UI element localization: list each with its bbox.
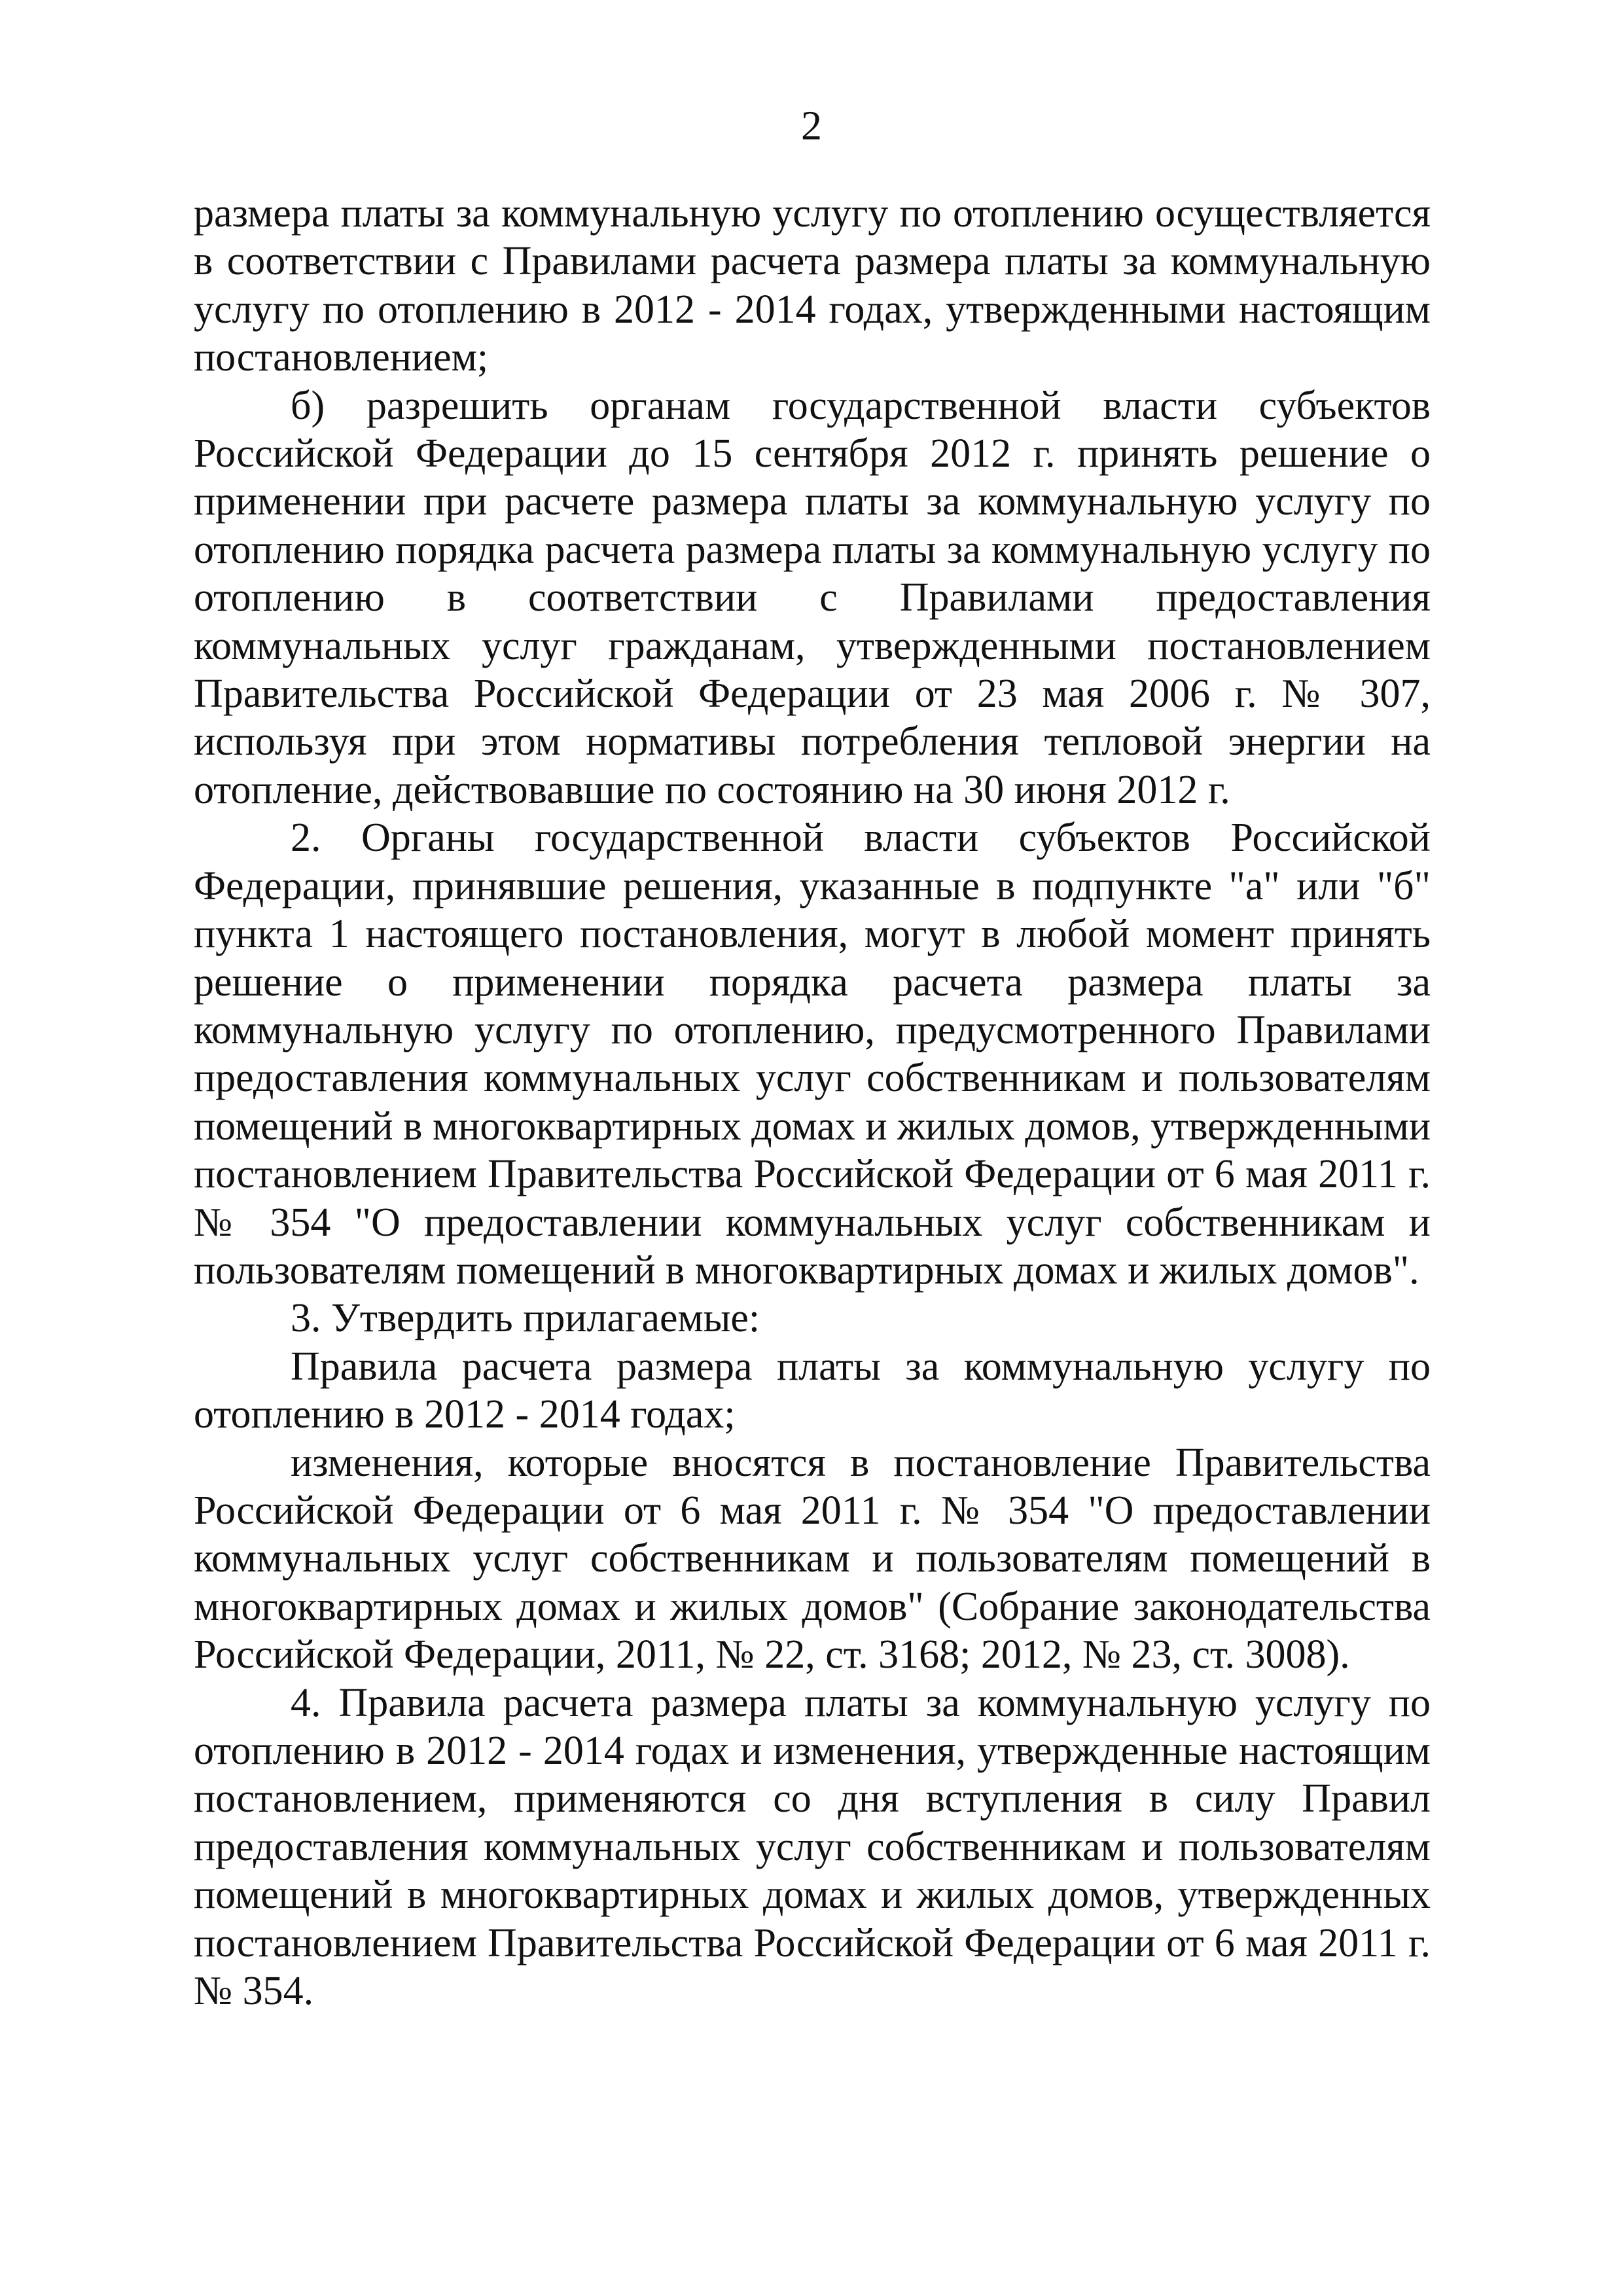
- paragraph-3: 3. Утвердить прилагаемые:: [291, 1296, 760, 1341]
- paragraph-2: 2. Органы государственной власти субъектов Российской Федерации, принявшие решения, указанные в подпункте "а" или "б" пункта 1 настоящего постановления, могут в любой момент принять решение о применении порядка расчета размера платы за коммунальную услугу по отоплению, предусмотренного Правилами предоставления коммунальных услуг собственникам и пользователям помещений в многоквартирных домах и жилых домов, утвержденными постановлением Правительства Российской Федерации от 6 мая 2011 г. № 354 "О предоставлении коммунальных услуг собственникам и пользователям помещений в многоквартирных домах и жилых домов".: [194, 816, 1431, 1293]
- paragraph-4: 4. Правила расчета размера платы за коммунальную услугу по отоплению в 2012 - 2014 годах и изменения, утвержденные настоящим постановлением, применяются со дня вступления в силу Правил предоставления коммунальных услуг собственникам и пользователям помещений в многоквартирных домах и жилых домов, утвержденных постановлением Правительства Российской Федерации от 6 мая 2011 г. № 354.: [194, 1680, 1431, 2014]
- paragraph-continued: размера платы за коммунальную услугу по отоплению осуществляется в соответствии с Правилами расчета размера платы за коммунальную услугу по отоплению в 2012 - 2014 годах, утвержденными настоящим постановлением;: [194, 191, 1431, 380]
- document-body: [194, 190, 1431, 2015]
- paragraph-1b: б) разрешить органам государственной власти субъектов Российской Федерации до 15 сентября 2012 г. принять решение о применении при расчете размера платы за коммунальную услугу по отоплению порядка расчета размера платы за коммунальную услугу по отоплению в соответствии с Правилами предоставления коммунальных услуг гражданам, утвержденными постановлением Правительства Российской Федерации от 23 мая 2006 г. № 307, используя при этом нормативы потребления тепловой энергии на отопление, действовавшие по состоянию на 30 июня 2012 г.: [194, 383, 1431, 812]
- paragraph-3-amendments: изменения, которые вносятся в постановление Правительства Российской Федерации от 6 мая 2011 г. № 354 "О предоставлении коммунальных услуг собственникам и пользователям помещений в многоквартирных домах и жилых домов" (Собрание законодательства Российской Федерации, 2011, № 22, ст. 3168; 2012, № 23, ст. 3008).: [194, 1440, 1431, 1677]
- paragraph-3-rules: Правила расчета размера платы за коммунальную услугу по отоплению в 2012 - 2014 годах;: [194, 1344, 1431, 1437]
- page-number: 2: [801, 102, 822, 149]
